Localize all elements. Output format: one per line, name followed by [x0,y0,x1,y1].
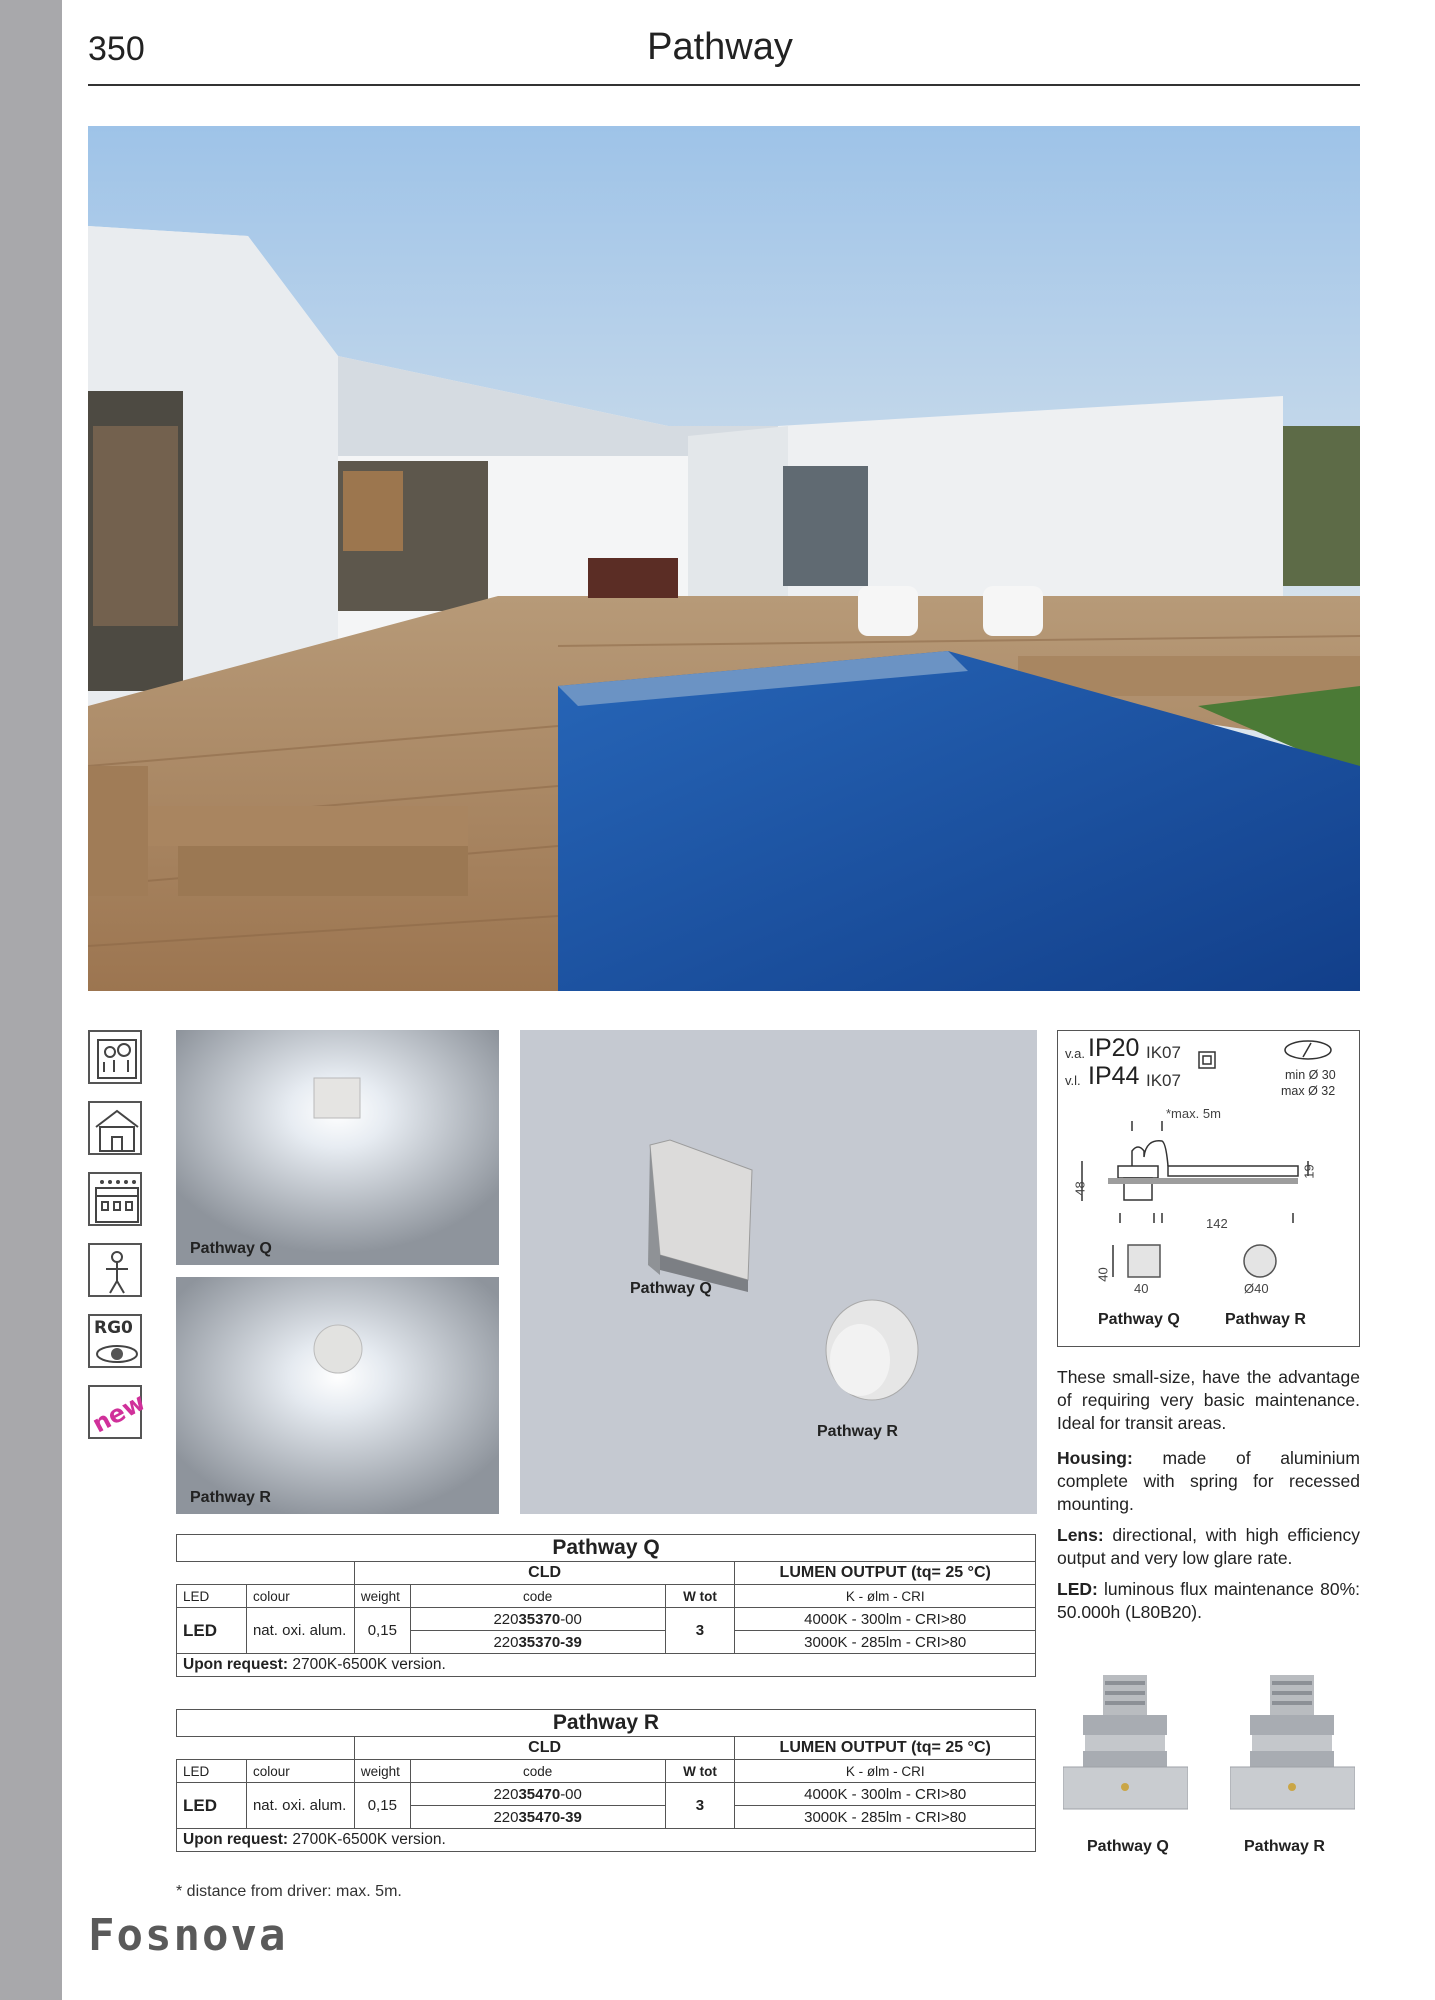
table-q-lumen-header: LUMEN OUTPUT (tq= 25 °C) [735,1562,1036,1585]
product-photo-r [1230,1675,1355,1825]
table-pathway-q [176,1534,1036,1677]
code-prefix: 220 [493,1610,519,1628]
request-text: 2700K-6500K version. [292,1656,446,1673]
spec-label-r: Pathway R [1225,1311,1306,1328]
spec-box [1057,1030,1360,1347]
table-r-col-k: K - ølm - CRI [735,1760,1036,1783]
spec-vl-ik: IK07 [1146,1071,1181,1090]
table-r-cld: CLD [354,1737,735,1760]
table-r-request [177,1829,1036,1852]
new-badge-icon [87,1385,150,1439]
product-label-r: Pathway R [1244,1838,1325,1855]
table-r-lumen-2: 3000K - 285lm - CRI>80 [735,1806,1036,1829]
photo-pathway-r [176,1277,499,1514]
table-q-lumen-1: 4000K - 300lm - CRI>80 [735,1608,1036,1631]
spec-dim-40v: 40 [1095,1267,1111,1282]
table-r-col-led: LED [177,1760,247,1783]
photo-q-label: Pathway Q [190,1240,272,1257]
hero-photo [88,126,1360,991]
table-r-lumen-header: LUMEN OUTPUT (tq= 25 °C) [735,1737,1036,1760]
request-label: Upon request: [183,1831,289,1848]
table-r-col-code: code [410,1760,665,1783]
table-q-col-wtot: W tot [665,1585,735,1608]
table-q-col-colour: colour [246,1585,354,1608]
house-icon [88,1101,142,1155]
spec-hole-max: max Ø 32 [1281,1084,1336,1098]
table-q-request [177,1654,1036,1677]
spec-va-prefix: v.a. [1065,1046,1085,1061]
desc-led-label: LED: [1057,1579,1098,1599]
spec-dim-40h: 40 [1134,1281,1149,1296]
request-label: Upon request: [183,1656,289,1673]
table-q-led: LED [177,1608,247,1654]
left-sidebar-band [0,0,62,2000]
table-q-cld: CLD [354,1562,735,1585]
page-number: 350 [88,30,145,68]
desc-lens [1057,1524,1360,1570]
photo-combo-q-label: Pathway Q [630,1280,712,1297]
code-main: 35470-39 [518,1808,582,1826]
footer-note: * distance from driver: max. 5m. [176,1883,402,1900]
rg0-text: RG0 [94,1318,133,1338]
spec-vl-ip: IP44 [1088,1062,1140,1090]
person-icon [88,1243,142,1297]
spec-hole-min: min Ø 30 [1285,1068,1336,1082]
table-q-weight: 0,15 [354,1608,410,1654]
brand-logo: Fosnova [88,1910,288,1961]
spec-label-q: Pathway Q [1098,1311,1180,1328]
table-q-col-led: LED [177,1585,247,1608]
table-r-weight: 0,15 [354,1783,410,1829]
recess-hole-icon [1283,1039,1333,1061]
spec-vl-prefix: v.l. [1065,1073,1081,1088]
spec-dim-48: 48 [1072,1181,1088,1196]
table-q-colour: nat. oxi. alum. [246,1608,354,1654]
spec-va-ip: IP20 [1088,1034,1140,1062]
table-row [177,1608,1036,1631]
desc-housing-text: made of aluminium complete with spring for recessed mounting. [1057,1448,1360,1514]
product-label-q: Pathway Q [1087,1838,1169,1855]
desc-lens-label: Lens: [1057,1525,1104,1545]
new-badge-text: new [87,1387,150,1439]
spec-va-ik: IK07 [1146,1043,1181,1062]
table-r-col-weight: weight [354,1760,410,1783]
spec-dim-142: 142 [1206,1216,1228,1231]
code-prefix: 220 [493,1785,519,1803]
table-q-col-weight: weight [354,1585,410,1608]
spec-dim-d40: Ø40 [1244,1281,1269,1296]
table-r-code-2 [410,1806,665,1829]
hotel-icon [88,1172,142,1226]
table-q-wtot: 3 [665,1608,735,1654]
code-prefix: 220 [493,1633,519,1651]
table-r-title: Pathway R [177,1710,1036,1737]
desc-intro: These small-size, have the advantage of requiring very basic maintenance. Ideal for transit areas. [1057,1367,1360,1433]
garden-icon [88,1030,142,1084]
desc-housing-label: Housing: [1057,1448,1133,1468]
rg0-eye-icon [88,1314,142,1368]
table-q-lumen-2: 3000K - 285lm - CRI>80 [735,1631,1036,1654]
code-suffix: -00 [560,1610,582,1628]
table-r-code-1 [410,1783,665,1806]
desc-led [1057,1578,1360,1624]
code-suffix: -00 [560,1785,582,1803]
table-q-col-k: K - ølm - CRI [735,1585,1036,1608]
table-r-wtot: 3 [665,1783,735,1829]
table-r-led: LED [177,1783,247,1829]
table-r-col-colour: colour [246,1760,354,1783]
table-q-code-2 [410,1631,665,1654]
desc-lens-text: directional, with high efficiency output and very low glare rate. [1057,1525,1360,1568]
table-q-title: Pathway Q [177,1535,1036,1562]
photo-pathway-combo [520,1030,1037,1514]
square-symbol-icon [1198,1051,1216,1069]
spec-driver-dist: *max. 5m [1166,1106,1221,1121]
desc-led-text: luminous flux maintenance 80%: 50.000h (L80B20). [1057,1579,1360,1622]
table-r-colour: nat. oxi. alum. [246,1783,354,1829]
desc-housing [1057,1447,1360,1516]
header-rule [88,84,1360,86]
code-main: 35370-39 [518,1633,582,1651]
table-row [177,1783,1036,1806]
request-text: 2700K-6500K version. [292,1831,446,1848]
product-photo-q [1063,1675,1188,1825]
photo-r-label: Pathway R [190,1489,271,1506]
code-main: 35470 [518,1785,561,1803]
code-prefix: 220 [493,1808,519,1826]
photo-pathway-q [176,1030,499,1265]
table-pathway-r [176,1709,1036,1852]
table-q-col-code: code [410,1585,665,1608]
photo-combo-r-label: Pathway R [817,1423,898,1440]
table-r-lumen-1: 4000K - 300lm - CRI>80 [735,1783,1036,1806]
table-r-col-wtot: W tot [665,1760,735,1783]
page-title: Pathway [647,26,793,68]
code-main: 35370 [518,1610,561,1628]
table-q-code-1 [410,1608,665,1631]
spec-dim-19: 19 [1301,1164,1317,1179]
